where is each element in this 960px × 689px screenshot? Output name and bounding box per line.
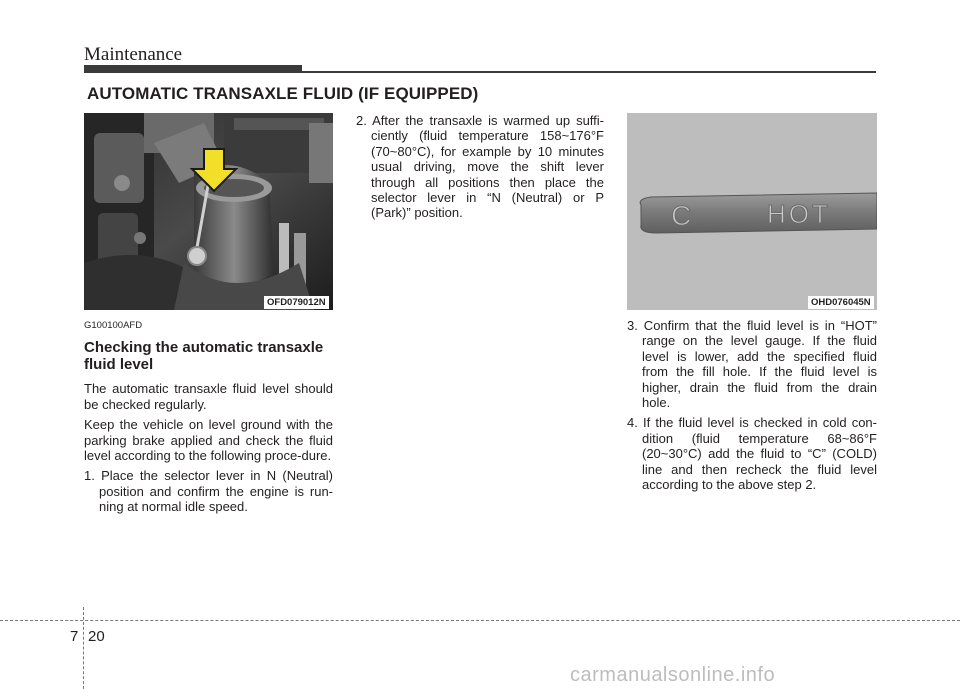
dipstick-illustration	[627, 113, 877, 310]
section-number: 7	[70, 628, 79, 645]
paragraph-procedure: Keep the vehicle on level ground with the parking brake applied and check the fluid level according to the following proce-dure.	[84, 417, 333, 464]
dipstick-photo-caption: OHD076045N	[808, 296, 874, 309]
section-title: AUTOMATIC TRANSAXLE FLUID (IF EQUIPPED)	[87, 84, 479, 103]
engine-bay-illustration	[84, 113, 333, 310]
step-2: 2. After the transaxle is warmed up suffi-ciently (fluid temperature 158~176°F (70~80°C), for example by 10 minutes usual driving, move the shift lever through all positions then place the selector lever in “N (Neutral) or P (Park)” position.	[356, 113, 604, 221]
left-column	[84, 318, 333, 520]
paragraph-intro: The automatic transaxle fluid level should be checked regularly.	[84, 381, 333, 412]
footer-rule	[0, 620, 960, 621]
header-rule	[302, 71, 876, 73]
step-4: 4. If the fluid level is checked in cold con-dition (fluid temperature 68~86°F (20~30°C) add the fluid to “C” (COLD) line and then recheck the fluid level according to the above step 2.	[627, 415, 877, 493]
engine-bay-photo	[84, 113, 333, 310]
subheading: Checking the automatic transaxle fluid level	[84, 339, 324, 374]
engine-photo-caption: OFD079012N	[264, 296, 329, 309]
dipstick-photo	[627, 113, 877, 310]
step-3: 3. Confirm that the fluid level is in “HOT” range on the level gauge. If the fluid level is lower, add the specified fluid from the fill hole. If the fluid level is higher, drain the fluid from the drain hole.	[627, 318, 877, 411]
footer-divider	[83, 607, 84, 689]
page-number: 20	[88, 628, 105, 645]
watermark: carmanualsonline.info	[570, 664, 776, 686]
right-column	[627, 318, 877, 497]
section-code: G100100AFD	[84, 320, 143, 331]
dipstick-mark-cold: C	[671, 200, 692, 231]
middle-column	[356, 113, 604, 226]
header-bar	[84, 65, 302, 73]
dipstick-mark-hot: HOT	[767, 199, 831, 229]
step-1: 1. Place the selector lever in N (Neutral) position and confirm the engine is run-ning at normal idle speed.	[84, 468, 333, 515]
header-title: Maintenance	[84, 44, 183, 65]
